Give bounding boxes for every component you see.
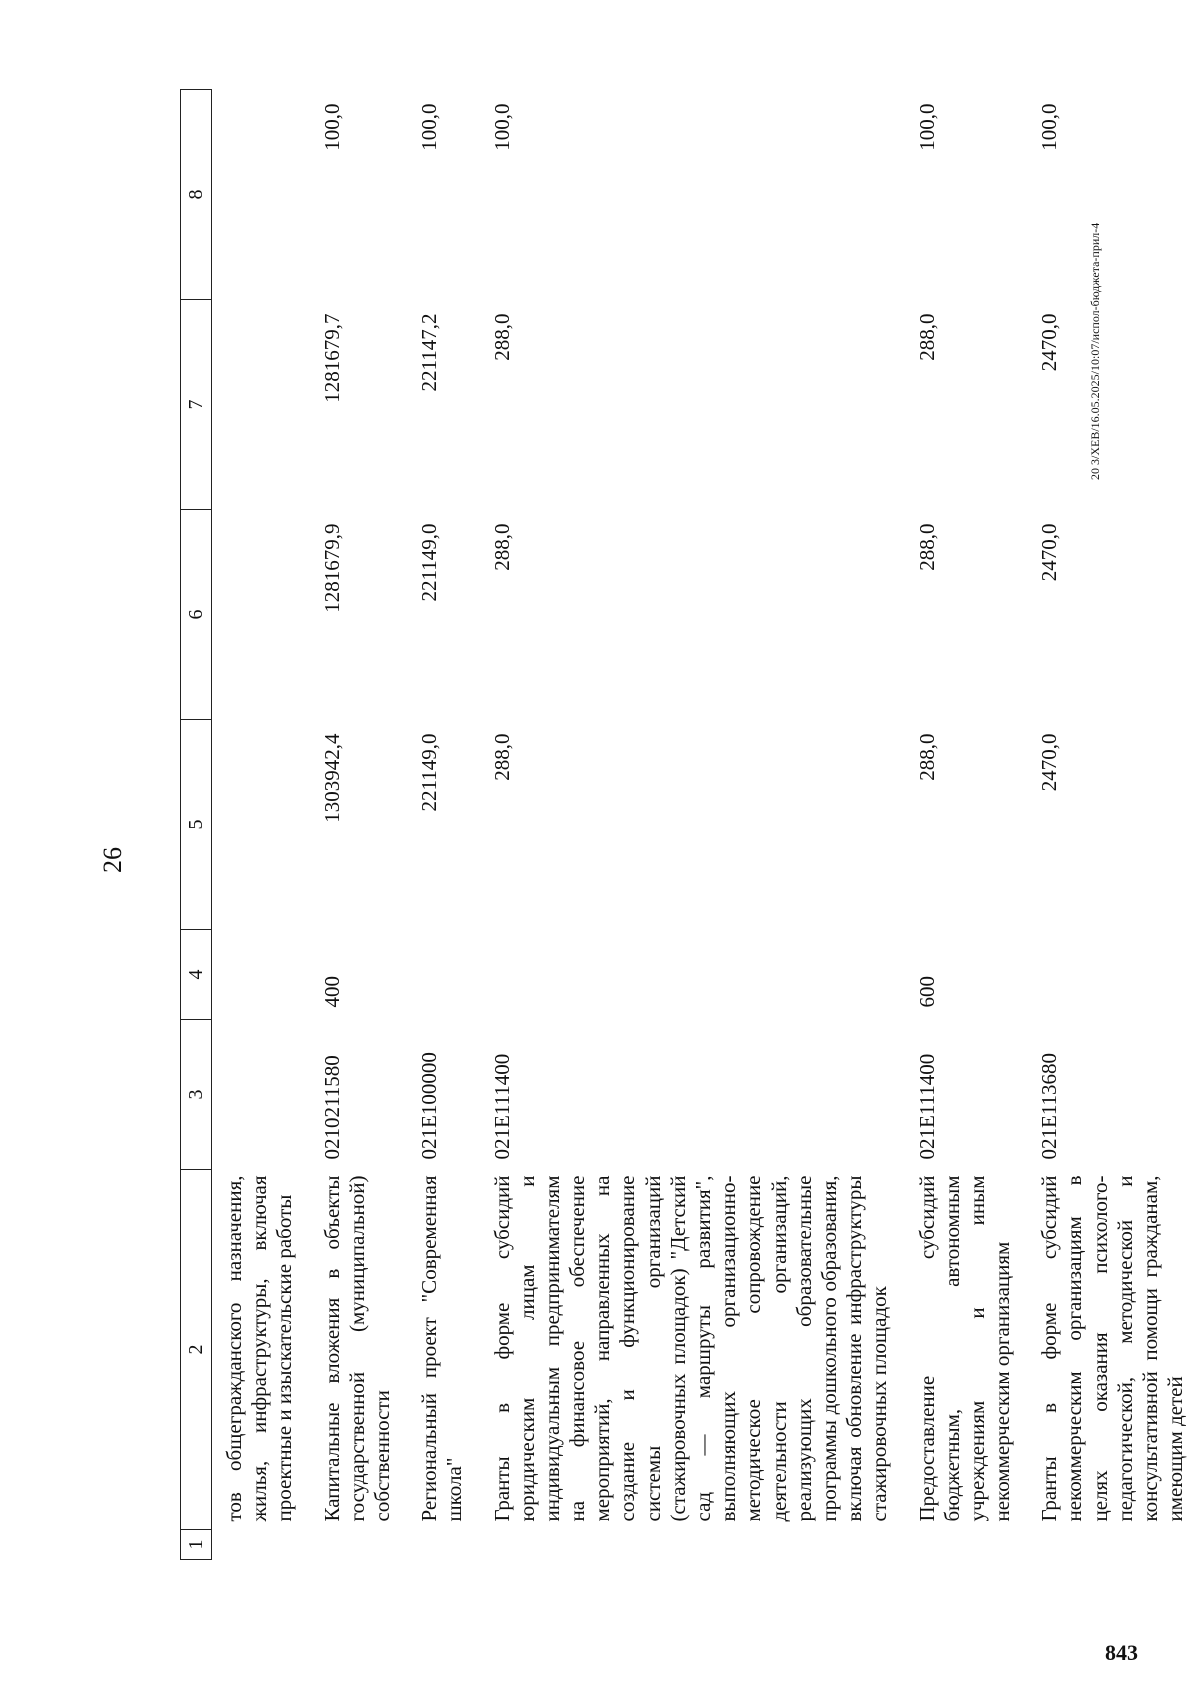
value-cell: 1281679,7 <box>319 313 344 403</box>
description-cell: Гранты в форме субсидий некоммерческим организациям в целях оказания психолого-педагогической, методической и консультативной помощи гражданам, имеющим детей <box>1037 1175 1188 1522</box>
value-cell: 2470,0 <box>1037 733 1062 792</box>
table-row <box>407 90 479 1560</box>
type-cell <box>407 930 479 1020</box>
value-cell: 288,0 <box>914 733 939 781</box>
type-cell: 400 <box>319 976 344 1008</box>
description-cell: Региональный проект "Современная школа" <box>417 1175 467 1522</box>
sheet-number: 843 <box>1105 1640 1138 1665</box>
value-cell: 221147,2 <box>417 313 442 392</box>
percent-cell <box>212 90 310 300</box>
type-cell: 600 <box>914 976 939 1008</box>
column-header: 3 <box>181 1020 212 1170</box>
percent-cell: 100,0 <box>489 103 514 151</box>
type-cell <box>480 930 905 1020</box>
value-cell: 288,0 <box>914 523 939 571</box>
budget-table <box>180 89 1200 1560</box>
value-cell: 2470,0 <box>1037 313 1062 372</box>
rotated-page <box>80 60 1188 1560</box>
table-row <box>905 90 1028 1560</box>
row-index-cell <box>310 1530 408 1560</box>
column-header: 4 <box>181 930 212 1020</box>
column-header: 6 <box>181 510 212 720</box>
code-cell: 0210211580 <box>319 1055 344 1160</box>
code-cell: 021E113680 <box>1037 1052 1062 1160</box>
row-index-cell <box>212 1530 310 1560</box>
description-cell: тов общегражданского назначения, жилья, инфраструктуры, включая проектные и изыскательские работы <box>222 1175 297 1522</box>
table-header-row <box>181 90 212 1560</box>
value-cell: 1303942,4 <box>319 733 344 823</box>
document-id-footer: 20 3/XEB/16.05.2025/10:07/испол-бюджета-прил-4 <box>1088 222 1102 480</box>
row-index-cell <box>407 1530 479 1560</box>
column-header: 2 <box>181 1170 212 1530</box>
percent-cell: 100,0 <box>1037 103 1062 151</box>
percent-cell: 100,0 <box>914 103 939 151</box>
description-cell: Капитальные вложения в объекты государственной (муниципальной) собственности <box>319 1175 394 1522</box>
table-row <box>212 90 310 1560</box>
column-header: 5 <box>181 720 212 930</box>
column-header: 8 <box>181 90 212 300</box>
table-row <box>310 90 408 1560</box>
percent-cell: 100,0 <box>417 103 442 151</box>
row-index-cell <box>1027 1530 1200 1560</box>
description-cell: Предоставление субсидий бюджетным, автономным учреждениям и иным некоммерческим организациям <box>914 1175 1015 1522</box>
value-cell: 288,0 <box>489 733 514 781</box>
type-cell <box>1027 930 1200 1020</box>
value-cell: 221149,0 <box>417 733 442 812</box>
description-cell: Гранты в форме субсидий юридическим лицам и индивидуальным предпринимателям на финансовое обеспечение мероприятий, направленных на создание и функционирование системы организаций (стажировочных площадок) "Детский сад — маршруты развития", выполняющих организационно-методическое сопровождение деятельности организаций, реализующих образовательные программы дошкольного образования, включая обновление инфраструктуры стажировочных площадок <box>489 1175 892 1522</box>
table-row <box>1027 90 1200 1560</box>
row-index-cell <box>480 1530 905 1560</box>
value-cell: 2470,0 <box>1037 523 1062 582</box>
code-cell: 021E111400 <box>914 1053 939 1160</box>
value-cell <box>212 300 310 510</box>
code-cell <box>212 1020 310 1170</box>
value-cell: 288,0 <box>489 313 514 361</box>
column-header: 1 <box>181 1530 212 1560</box>
type-cell <box>212 930 310 1020</box>
value-cell <box>212 510 310 720</box>
page-number: 26 <box>98 847 127 873</box>
value-cell <box>212 720 310 930</box>
code-cell: 021E111400 <box>489 1053 514 1160</box>
percent-cell: 100,0 <box>319 103 344 151</box>
value-cell: 1281679,9 <box>319 523 344 613</box>
table-row <box>480 90 905 1560</box>
code-cell: 021E100000 <box>417 1052 442 1160</box>
value-cell: 288,0 <box>489 523 514 571</box>
value-cell: 221149,0 <box>417 523 442 602</box>
row-index-cell <box>905 1530 1028 1560</box>
value-cell: 288,0 <box>914 313 939 361</box>
column-header: 7 <box>181 300 212 510</box>
